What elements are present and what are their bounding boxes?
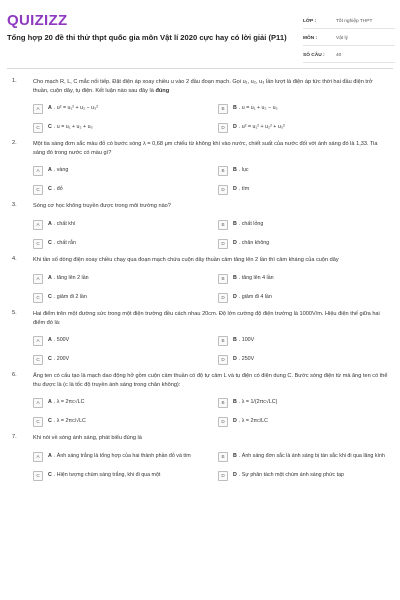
- answer-checkbox[interactable]: D: [218, 185, 228, 195]
- answer-option[interactable]: [218, 450, 389, 463]
- answer-option[interactable]: [33, 469, 204, 482]
- answer-key-label: D: [233, 124, 237, 130]
- answer-text: [48, 275, 89, 282]
- question-number: 5.: [12, 310, 17, 316]
- answer-checkbox[interactable]: D: [218, 293, 228, 303]
- answer-text: [233, 472, 344, 479]
- question-text: [33, 78, 388, 95]
- answer-option[interactable]: [33, 353, 204, 366]
- quizizz-logo: QUIZIZZ: [7, 12, 68, 29]
- answer-option[interactable]: [218, 272, 389, 285]
- question-text: [33, 202, 388, 211]
- answer-key-label: D: [233, 472, 237, 478]
- answer-key-dot: .: [53, 337, 57, 343]
- answer-key-dot: .: [238, 453, 242, 459]
- answer-option[interactable]: [218, 469, 389, 482]
- answer-checkbox[interactable]: C: [33, 293, 43, 303]
- answer-key-dot: .: [53, 124, 57, 130]
- answer-text: [48, 337, 69, 344]
- answer-body: chất rắn: [56, 240, 76, 246]
- answer-checkbox[interactable]: C: [33, 123, 43, 133]
- answer-text: [48, 221, 75, 228]
- question-item: [0, 372, 400, 428]
- answer-checkbox[interactable]: C: [33, 471, 43, 481]
- meta-row-class: [303, 14, 395, 29]
- answer-key-dot: .: [53, 105, 57, 111]
- answer-option[interactable]: [33, 102, 204, 115]
- answer-options: [33, 218, 389, 250]
- answer-option[interactable]: [218, 218, 389, 231]
- question-list: [0, 78, 400, 488]
- answer-checkbox[interactable]: D: [218, 239, 228, 249]
- meta-value: 40: [336, 52, 342, 58]
- answer-key-label: C: [48, 418, 52, 424]
- answer-key-dot: .: [53, 240, 57, 246]
- question-item: [0, 310, 400, 366]
- question-body: Một tia sáng đơn sắc màu đỏ có bước sóng λ = 0,68 μm chiếu từ không khí vào nước, chiết suất của nước đối với ánh sáng đó là 1,33. Tia sáng đó trong nước có màu gì?: [33, 141, 378, 156]
- answer-body: lục: [241, 167, 249, 173]
- answer-key-dot: .: [53, 472, 57, 478]
- answer-key-dot: .: [238, 221, 242, 227]
- answer-text: [233, 124, 285, 131]
- answer-text: [233, 418, 268, 425]
- answer-key-dot: .: [53, 399, 57, 405]
- question-number: 1.: [12, 78, 17, 84]
- answer-option[interactable]: [33, 183, 204, 196]
- answer-option[interactable]: [33, 218, 204, 231]
- question-body: Ăng ten có cấu tạo là mạch dao động hở gồm cuộn cảm thuần có độ tự cảm L và tụ điện có điện dung C. Bước sóng điện từ mà ăng ten có thể thu được là (c là tốc độ truyền ánh sáng trong chân không):: [33, 373, 388, 388]
- answer-option[interactable]: [218, 334, 389, 347]
- answer-checkbox[interactable]: A: [33, 104, 43, 114]
- answer-text: [48, 186, 63, 193]
- answer-text: [233, 453, 385, 460]
- answer-checkbox[interactable]: A: [33, 220, 43, 230]
- answer-options: [33, 334, 389, 366]
- answer-body: 200V: [56, 356, 70, 362]
- answer-body: Ánh sáng trắng là tổng hợp của hai thành phần đỏ và tím: [56, 453, 191, 459]
- answer-option[interactable]: [33, 291, 204, 304]
- question-body: Khi nói về sóng ánh sáng, phát biểu đúng là: [33, 435, 142, 441]
- question-number: 4.: [12, 256, 17, 262]
- answer-key-dot: .: [238, 105, 242, 111]
- meta-value: Vật lý: [336, 35, 348, 41]
- answer-checkbox[interactable]: C: [33, 417, 43, 427]
- answer-option[interactable]: [33, 237, 204, 250]
- answer-key-dot: .: [238, 124, 242, 130]
- question-body: Hai điểm trên một đường sức trong một điện trường đều cách nhau 20cm. Độ lớn cường độ điện trường là 1000V/m. Hiệu điện thế giữa hai điểm đó là:: [33, 311, 380, 326]
- answer-option[interactable]: [33, 415, 204, 428]
- answer-option[interactable]: [218, 164, 389, 177]
- answer-body: vàng: [56, 167, 69, 173]
- answer-key-label: A: [48, 221, 52, 227]
- answer-key-label: B: [233, 105, 237, 111]
- question-body: Cho mạch R, L, C mắc nối tiếp. Đặt điện áp xoay chiều u vào 2 đầu đoạn mạch. Gọi u₁, u₂, u₃ lần lượt là điện áp tức thời hai đầu điện trở thuần, cuộn dây, tụ điện. Kết luận nào sau đây là: [33, 79, 373, 94]
- meta-row-subject: [303, 31, 395, 46]
- answer-text: [48, 472, 160, 479]
- answer-checkbox[interactable]: C: [33, 239, 43, 249]
- answer-key-dot: .: [238, 275, 242, 281]
- answer-body: tăng lên 2 lần: [56, 275, 89, 281]
- answer-key-dot: .: [53, 356, 57, 362]
- answer-text: [233, 356, 254, 363]
- answer-option[interactable]: [33, 450, 204, 463]
- answer-key-dot: .: [53, 294, 57, 300]
- answer-checkbox[interactable]: A: [33, 398, 43, 408]
- question-item: [0, 256, 400, 304]
- answer-key-dot: .: [238, 186, 242, 192]
- answer-text: [233, 221, 263, 228]
- answer-option[interactable]: [218, 415, 389, 428]
- answer-key-label: B: [233, 399, 237, 405]
- answer-key-label: C: [48, 294, 52, 300]
- answer-checkbox[interactable]: B: [218, 336, 228, 346]
- answer-options: [33, 272, 389, 304]
- answer-text: [48, 124, 93, 131]
- answer-key-label: D: [233, 186, 237, 192]
- answer-option[interactable]: [218, 237, 389, 250]
- meta-label: LỚP :: [303, 18, 317, 24]
- answer-key-dot: .: [53, 167, 57, 173]
- answer-text: [233, 337, 254, 344]
- answer-text: [233, 186, 249, 193]
- answer-key-label: B: [233, 221, 237, 227]
- answer-key-dot: .: [238, 167, 242, 173]
- answer-key-label: D: [233, 418, 237, 424]
- answer-option[interactable]: [218, 396, 389, 409]
- answer-key-label: A: [48, 275, 52, 281]
- question-item: [0, 140, 400, 196]
- answer-body: 500V: [56, 337, 70, 343]
- answer-option[interactable]: [218, 291, 389, 304]
- answer-checkbox[interactable]: B: [218, 166, 228, 176]
- answer-key-dot: .: [53, 221, 57, 227]
- answer-text: [233, 105, 278, 112]
- answer-text: [48, 418, 86, 425]
- answer-text: [48, 167, 68, 174]
- answer-key-dot: .: [238, 399, 242, 405]
- answer-checkbox[interactable]: D: [218, 355, 228, 365]
- question-item: [0, 434, 400, 482]
- answer-text: [233, 167, 249, 174]
- question-body: Sóng cơ học không truyền được trong môi trường nào?: [33, 203, 171, 209]
- answer-option[interactable]: [33, 121, 204, 134]
- answer-body: u = u₁ + u₂ − u₃: [241, 105, 278, 111]
- answer-checkbox[interactable]: D: [218, 123, 228, 133]
- answer-checkbox[interactable]: A: [33, 166, 43, 176]
- answer-body: giảm đi 2 lần: [56, 294, 87, 300]
- answer-body: tím: [241, 186, 250, 192]
- answer-key-dot: .: [53, 418, 57, 424]
- answer-text: [233, 275, 274, 282]
- answer-key-label: A: [48, 105, 52, 111]
- answer-key-label: C: [48, 472, 52, 478]
- question-text: [33, 310, 388, 327]
- question-text: [33, 434, 388, 443]
- answer-body: Hiện tượng chùm sáng trắng, khi đi qua một: [56, 472, 161, 478]
- answer-key-label: A: [48, 453, 52, 459]
- answer-key-label: C: [48, 240, 52, 246]
- answer-key-label: D: [233, 294, 237, 300]
- answer-body: u² = u₁² + u₂² + u₃²: [241, 124, 285, 130]
- answer-key-dot: .: [238, 294, 242, 300]
- answer-body: Ánh sáng đơn sắc là ánh sáng bị tán sắc khi đi qua lăng kính: [241, 453, 385, 459]
- answer-key-label: C: [48, 124, 52, 130]
- answer-checkbox[interactable]: B: [218, 104, 228, 114]
- answer-body: λ = 2πc√LC: [56, 399, 85, 405]
- answer-key-dot: .: [53, 275, 57, 281]
- answer-checkbox[interactable]: B: [218, 274, 228, 284]
- answer-checkbox[interactable]: B: [218, 452, 228, 462]
- answer-key-label: A: [48, 167, 52, 173]
- question-item: [0, 78, 400, 134]
- answer-checkbox[interactable]: B: [218, 220, 228, 230]
- answer-body: 250V: [241, 356, 255, 362]
- question-text: [33, 140, 388, 157]
- answer-options: [33, 450, 389, 482]
- answer-checkbox[interactable]: A: [33, 452, 43, 462]
- answer-option[interactable]: [218, 121, 389, 134]
- worksheet-meta: [303, 14, 395, 65]
- answer-checkbox[interactable]: C: [33, 185, 43, 195]
- answer-option[interactable]: [33, 272, 204, 285]
- answer-option[interactable]: [218, 102, 389, 115]
- answer-text: [48, 294, 87, 301]
- answer-option[interactable]: [33, 334, 204, 347]
- answer-text: [48, 399, 84, 406]
- question-item: [0, 202, 400, 250]
- answer-key-label: C: [48, 356, 52, 362]
- answer-key-dot: .: [238, 240, 242, 246]
- answer-text: [48, 356, 69, 363]
- answer-checkbox[interactable]: D: [218, 417, 228, 427]
- worksheet-header: [0, 0, 400, 68]
- question-text: [33, 372, 388, 389]
- answer-key-label: B: [233, 167, 237, 173]
- answer-options: [33, 396, 389, 428]
- answer-key-dot: .: [238, 418, 242, 424]
- meta-value: Tốt nghiệp THPT: [336, 18, 373, 24]
- question-number: 3.: [12, 202, 17, 208]
- answer-key-label: B: [233, 275, 237, 281]
- answer-body: giảm đi 4 lần: [241, 294, 272, 300]
- answer-body: 100V: [241, 337, 255, 343]
- answer-option[interactable]: [218, 183, 389, 196]
- answer-checkbox[interactable]: A: [33, 336, 43, 346]
- answer-key-label: A: [48, 337, 52, 343]
- answer-key-dot: .: [238, 356, 242, 362]
- question-text: [33, 256, 388, 265]
- answer-body: đỏ: [56, 186, 63, 192]
- answer-body: λ = 1/(2πc√LC): [241, 399, 278, 405]
- answer-key-label: B: [233, 453, 237, 459]
- answer-body: u² = u₁² + u₂ − u₃²: [56, 105, 98, 111]
- answer-checkbox[interactable]: A: [33, 274, 43, 284]
- answer-key-dot: .: [53, 453, 57, 459]
- answer-body: chất khí: [56, 221, 76, 227]
- answer-body: chất lỏng: [241, 221, 264, 227]
- answer-options: [33, 102, 389, 134]
- answer-text: [48, 453, 191, 460]
- answer-option[interactable]: [33, 164, 204, 177]
- question-emphasis: đúng: [155, 87, 170, 94]
- answer-body: λ = 2πc/√LC: [56, 418, 86, 424]
- meta-row-question-count: [303, 48, 395, 63]
- header-divider: [7, 68, 393, 69]
- answer-key-dot: .: [238, 337, 242, 343]
- answer-text: [233, 240, 269, 247]
- answer-body: chân không: [241, 240, 270, 246]
- answer-text: [48, 105, 98, 112]
- answer-key-label: B: [233, 337, 237, 343]
- answer-option[interactable]: [33, 396, 204, 409]
- answer-key-label: D: [233, 240, 237, 246]
- answer-options: [33, 164, 389, 196]
- document-title: Tổng hợp 20 đề thi thử thpt quốc gia môn Vật lí 2020 cực hay có lời giải (P11): [7, 33, 287, 42]
- meta-label: SỐ CÂU :: [303, 52, 325, 58]
- answer-body: Sự phân tách một chùm ánh sáng phức tạp: [241, 472, 344, 478]
- answer-key-dot: .: [53, 186, 57, 192]
- answer-option[interactable]: [218, 353, 389, 366]
- question-body: Khi tần số dòng điện xoay chiều chạy qua đoạn mạch chứa cuộn dây thuần cảm tăng lên 2 lần thì cảm kháng của cuộn dây: [33, 257, 339, 263]
- answer-body: λ = 2πc/LC: [241, 418, 268, 424]
- answer-key-label: D: [233, 356, 237, 362]
- meta-label: MÔN :: [303, 35, 318, 41]
- answer-body: tăng lên 4 lần: [241, 275, 274, 281]
- answer-key-dot: .: [238, 472, 242, 478]
- question-number: 7.: [12, 434, 17, 440]
- answer-body: u = u₁ + u₂ + u₃: [56, 124, 93, 130]
- answer-key-label: C: [48, 186, 52, 192]
- answer-checkbox[interactable]: B: [218, 398, 228, 408]
- answer-checkbox[interactable]: D: [218, 471, 228, 481]
- question-number: 2.: [12, 140, 17, 146]
- answer-text: [233, 294, 272, 301]
- answer-key-label: A: [48, 399, 52, 405]
- answer-text: [48, 240, 76, 247]
- question-number: 6.: [12, 372, 17, 378]
- answer-checkbox[interactable]: C: [33, 355, 43, 365]
- answer-text: [233, 399, 277, 406]
